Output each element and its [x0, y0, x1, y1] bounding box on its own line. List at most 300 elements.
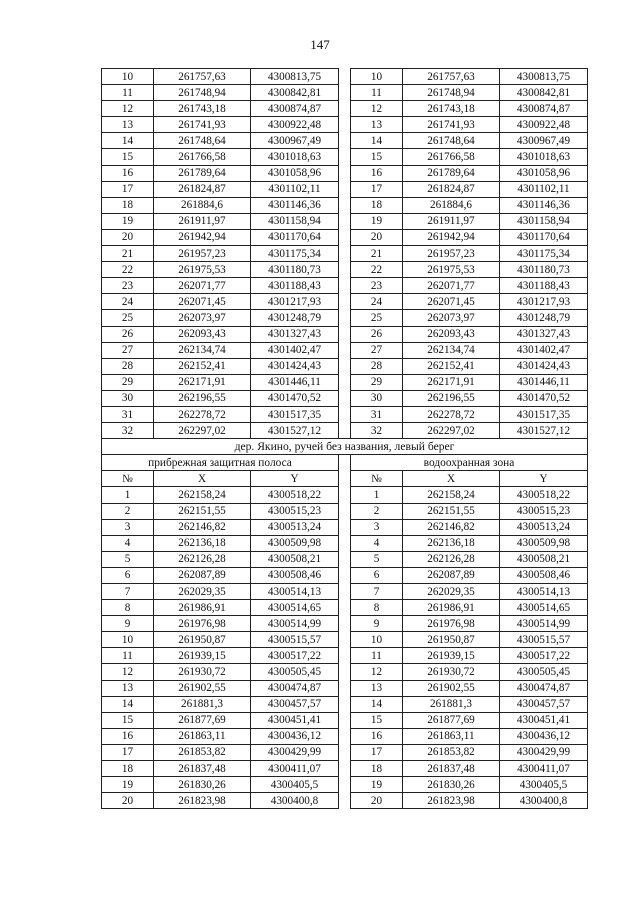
right-cell-number: 21	[351, 246, 403, 262]
right-cell-y: 4301175,34	[500, 246, 588, 262]
table-row	[102, 519, 588, 535]
table-row	[102, 551, 588, 567]
right-cell-number: 16	[351, 165, 403, 181]
right-cell-x: 261902,55	[403, 680, 500, 696]
table-gap	[339, 761, 351, 777]
right-cell-x: 261830,26	[403, 777, 500, 793]
left-cell-number: 11	[102, 85, 154, 101]
left-cell-y: 4300411,07	[251, 761, 339, 777]
left-cell-y: 4301175,34	[251, 246, 339, 262]
right-cell-y: 4301424,43	[500, 358, 588, 374]
table-gap	[339, 567, 351, 583]
right-cell-y: 4301402,47	[500, 342, 588, 358]
table-gap	[339, 358, 351, 374]
left-cell-y: 4300513,24	[251, 519, 339, 535]
right-cell-number: 10	[351, 69, 403, 85]
right-zone-title: водоохранная зона	[351, 455, 588, 471]
left-cell-y: 4301170,64	[251, 229, 339, 245]
table-row	[102, 744, 588, 760]
right-cell-number: 29	[351, 374, 403, 390]
left-cell-x: 261902,55	[154, 680, 251, 696]
table-gap	[339, 342, 351, 358]
right-cell-number: 18	[351, 197, 403, 213]
left-cell-number: 14	[102, 696, 154, 712]
left-cell-y: 4300509,98	[251, 535, 339, 551]
right-cell-x: 261884,6	[403, 197, 500, 213]
left-cell-x: 262146,82	[154, 519, 251, 535]
right-cell-x: 261766,58	[403, 149, 500, 165]
left-cell-number: 14	[102, 133, 154, 149]
table-row	[102, 69, 588, 85]
right-cell-number: 1	[351, 487, 403, 503]
table-gap	[339, 213, 351, 229]
right-cell-y: 4300508,46	[500, 567, 588, 583]
right-cell-x: 262196,55	[403, 390, 500, 406]
right-cell-x: 261911,97	[403, 213, 500, 229]
section-title: дер. Якино, ручей без названия, левый берег	[102, 439, 588, 455]
table-row	[102, 229, 588, 245]
right-cell-y: 4301158,94	[500, 213, 588, 229]
right-cell-number: 24	[351, 294, 403, 310]
left-cell-y: 4300813,75	[251, 69, 339, 85]
left-cell-y: 4301180,73	[251, 262, 339, 278]
right-cell-x: 262093,43	[403, 326, 500, 342]
right-cell-y: 4300515,57	[500, 632, 588, 648]
left-cell-y: 4301327,43	[251, 326, 339, 342]
table-row	[102, 664, 588, 680]
right-cell-x: 262136,18	[403, 535, 500, 551]
right-col-y-header: Y	[500, 471, 588, 487]
left-cell-x: 261830,26	[154, 777, 251, 793]
table-row	[102, 793, 588, 809]
left-cell-number: 6	[102, 567, 154, 583]
right-cell-y: 4300505,45	[500, 664, 588, 680]
left-cell-number: 12	[102, 101, 154, 117]
table-row	[102, 374, 588, 390]
table-gap	[339, 600, 351, 616]
right-cell-y: 4300400,8	[500, 793, 588, 809]
right-cell-x: 261957,23	[403, 246, 500, 262]
right-cell-x: 261950,87	[403, 632, 500, 648]
right-cell-number: 23	[351, 278, 403, 294]
table-row	[102, 696, 588, 712]
right-cell-x: 261853,82	[403, 744, 500, 760]
left-cell-number: 12	[102, 664, 154, 680]
left-cell-number: 25	[102, 310, 154, 326]
right-cell-number: 19	[351, 777, 403, 793]
right-cell-x: 262297,02	[403, 423, 500, 439]
right-cell-x: 262073,97	[403, 310, 500, 326]
right-cell-number: 12	[351, 101, 403, 117]
left-cell-x: 262071,77	[154, 278, 251, 294]
left-cell-number: 16	[102, 165, 154, 181]
right-cell-x: 262171,91	[403, 374, 500, 390]
left-cell-x: 261881,3	[154, 696, 251, 712]
left-cell-y: 4300922,48	[251, 117, 339, 133]
table-gap	[339, 680, 351, 696]
table-gap	[339, 117, 351, 133]
right-cell-x: 261930,72	[403, 664, 500, 680]
right-cell-y: 4301180,73	[500, 262, 588, 278]
right-cell-x: 261757,63	[403, 69, 500, 85]
table-gap	[339, 310, 351, 326]
right-cell-y: 4301248,79	[500, 310, 588, 326]
right-cell-number: 19	[351, 213, 403, 229]
right-cell-number: 20	[351, 229, 403, 245]
table-gap	[339, 278, 351, 294]
right-cell-x: 261748,94	[403, 85, 500, 101]
table-row	[102, 165, 588, 181]
right-cell-number: 20	[351, 793, 403, 809]
left-col-x-header: X	[154, 471, 251, 487]
table-row	[102, 761, 588, 777]
right-cell-number: 22	[351, 262, 403, 278]
left-cell-y: 4301158,94	[251, 213, 339, 229]
right-cell-y: 4300429,99	[500, 744, 588, 760]
left-col-y-header: Y	[251, 471, 339, 487]
table-row	[102, 423, 588, 439]
right-cell-number: 28	[351, 358, 403, 374]
table-gap	[339, 423, 351, 439]
table-row	[102, 117, 588, 133]
right-cell-y: 4300515,23	[500, 503, 588, 519]
table-gap	[339, 149, 351, 165]
right-cell-y: 4301470,52	[500, 390, 588, 406]
table-gap	[339, 696, 351, 712]
table-gap	[339, 455, 351, 471]
left-cell-x: 261741,93	[154, 117, 251, 133]
table-gap	[339, 503, 351, 519]
left-cell-x: 262297,02	[154, 423, 251, 439]
left-cell-number: 17	[102, 181, 154, 197]
right-cell-number: 12	[351, 664, 403, 680]
left-cell-number: 18	[102, 761, 154, 777]
table-row	[102, 326, 588, 342]
left-cell-y: 4300518,22	[251, 487, 339, 503]
right-cell-number: 32	[351, 423, 403, 439]
right-cell-x: 262151,55	[403, 503, 500, 519]
table-row	[102, 616, 588, 632]
left-cell-number: 7	[102, 584, 154, 600]
left-cell-number: 11	[102, 648, 154, 664]
table-row	[102, 632, 588, 648]
right-cell-number: 30	[351, 390, 403, 406]
table-row	[102, 648, 588, 664]
left-cell-number: 4	[102, 535, 154, 551]
right-cell-number: 4	[351, 535, 403, 551]
right-cell-x: 261976,98	[403, 616, 500, 632]
right-cell-x: 262087,89	[403, 567, 500, 583]
right-cell-number: 11	[351, 648, 403, 664]
right-cell-y: 4300405,5	[500, 777, 588, 793]
table-row	[102, 567, 588, 583]
left-cell-y: 4300405,5	[251, 777, 339, 793]
right-cell-y: 4301188,43	[500, 278, 588, 294]
left-cell-y: 4300451,41	[251, 712, 339, 728]
right-cell-number: 14	[351, 696, 403, 712]
left-cell-x: 262029,35	[154, 584, 251, 600]
right-cell-y: 4301018,63	[500, 149, 588, 165]
left-cell-y: 4301424,43	[251, 358, 339, 374]
right-cell-y: 4300967,49	[500, 133, 588, 149]
right-cell-y: 4300474,87	[500, 680, 588, 696]
left-cell-x: 261789,64	[154, 165, 251, 181]
left-cell-number: 27	[102, 342, 154, 358]
table-row	[102, 358, 588, 374]
table-row	[102, 503, 588, 519]
table-row	[102, 777, 588, 793]
left-cell-number: 31	[102, 406, 154, 422]
left-cell-x: 262136,18	[154, 535, 251, 551]
right-cell-y: 4300514,65	[500, 600, 588, 616]
table-gap	[339, 262, 351, 278]
left-cell-x: 261853,82	[154, 744, 251, 760]
left-cell-x: 261911,97	[154, 213, 251, 229]
right-cell-number: 18	[351, 761, 403, 777]
left-cell-y: 4300514,13	[251, 584, 339, 600]
right-cell-number: 16	[351, 728, 403, 744]
table-gap	[339, 181, 351, 197]
left-cell-y: 4300508,21	[251, 551, 339, 567]
table-gap	[339, 246, 351, 262]
left-cell-number: 20	[102, 229, 154, 245]
left-cell-x: 261950,87	[154, 632, 251, 648]
left-cell-x: 261939,15	[154, 648, 251, 664]
right-cell-number: 26	[351, 326, 403, 342]
right-cell-x: 261748,64	[403, 133, 500, 149]
left-cell-x: 261976,98	[154, 616, 251, 632]
left-cell-x: 261877,69	[154, 712, 251, 728]
right-cell-number: 9	[351, 616, 403, 632]
left-cell-y: 4301188,43	[251, 278, 339, 294]
left-cell-y: 4301018,63	[251, 149, 339, 165]
left-cell-y: 4300514,99	[251, 616, 339, 632]
right-cell-number: 13	[351, 117, 403, 133]
right-cell-number: 11	[351, 85, 403, 101]
left-cell-number: 8	[102, 600, 154, 616]
left-cell-number: 5	[102, 551, 154, 567]
left-cell-y: 4301102,11	[251, 181, 339, 197]
right-cell-number: 15	[351, 149, 403, 165]
left-cell-x: 262126,28	[154, 551, 251, 567]
table-gap	[339, 728, 351, 744]
left-cell-number: 1	[102, 487, 154, 503]
left-cell-x: 262158,24	[154, 487, 251, 503]
left-cell-x: 261823,98	[154, 793, 251, 809]
table-gap	[339, 616, 351, 632]
right-cell-x: 261837,48	[403, 761, 500, 777]
right-cell-x: 261863,11	[403, 728, 500, 744]
right-cell-x: 261823,98	[403, 793, 500, 809]
right-cell-x: 262152,41	[403, 358, 500, 374]
page-number: 147	[310, 37, 330, 52]
left-cell-number: 3	[102, 519, 154, 535]
left-cell-y: 4300967,49	[251, 133, 339, 149]
table-gap	[339, 535, 351, 551]
right-cell-number: 7	[351, 584, 403, 600]
table-row	[102, 600, 588, 616]
table-row	[102, 181, 588, 197]
left-cell-x: 262151,55	[154, 503, 251, 519]
right-cell-number: 17	[351, 181, 403, 197]
right-cell-y: 4300451,41	[500, 712, 588, 728]
left-cell-y: 4301058,96	[251, 165, 339, 181]
right-col-number-header: №	[351, 471, 403, 487]
left-cell-x: 262134,74	[154, 342, 251, 358]
left-cell-number: 15	[102, 149, 154, 165]
right-cell-number: 14	[351, 133, 403, 149]
right-cell-x: 262071,77	[403, 278, 500, 294]
coordinates-table	[101, 68, 588, 809]
right-cell-y: 4300509,98	[500, 535, 588, 551]
left-cell-number: 15	[102, 712, 154, 728]
right-cell-x: 261824,87	[403, 181, 500, 197]
table-gap	[339, 551, 351, 567]
left-cell-number: 23	[102, 278, 154, 294]
left-cell-number: 13	[102, 117, 154, 133]
left-cell-y: 4300429,99	[251, 744, 339, 760]
upper-rows	[102, 69, 588, 439]
right-cell-x: 261743,18	[403, 101, 500, 117]
right-cell-x: 261939,15	[403, 648, 500, 664]
left-cell-number: 22	[102, 262, 154, 278]
table-gap	[339, 69, 351, 85]
table-row	[102, 262, 588, 278]
right-col-x-header: X	[403, 471, 500, 487]
left-cell-number: 17	[102, 744, 154, 760]
right-cell-y: 4300514,99	[500, 616, 588, 632]
right-cell-y: 4300874,87	[500, 101, 588, 117]
left-cell-x: 262152,41	[154, 358, 251, 374]
left-cell-x: 262171,91	[154, 374, 251, 390]
right-cell-number: 10	[351, 632, 403, 648]
right-cell-number: 5	[351, 551, 403, 567]
right-cell-y: 4300813,75	[500, 69, 588, 85]
right-cell-x: 262158,24	[403, 487, 500, 503]
left-cell-y: 4300457,57	[251, 696, 339, 712]
left-cell-y: 4301217,93	[251, 294, 339, 310]
left-cell-number: 13	[102, 680, 154, 696]
left-cell-x: 261884,6	[154, 197, 251, 213]
left-cell-y: 4301517,35	[251, 406, 339, 422]
left-zone-title: прибрежная защитная полоса	[102, 455, 339, 471]
table-row	[102, 101, 588, 117]
left-cell-x: 261824,87	[154, 181, 251, 197]
table-gap	[339, 101, 351, 117]
right-cell-x: 261975,53	[403, 262, 500, 278]
table-row	[102, 712, 588, 728]
left-cell-y: 4300515,57	[251, 632, 339, 648]
right-cell-y: 4300517,22	[500, 648, 588, 664]
table-row	[102, 149, 588, 165]
left-cell-x: 262093,43	[154, 326, 251, 342]
table-row	[102, 535, 588, 551]
left-cell-y: 4300505,45	[251, 664, 339, 680]
table-row	[102, 197, 588, 213]
right-cell-number: 31	[351, 406, 403, 422]
right-cell-y: 4300514,13	[500, 584, 588, 600]
table-row	[102, 390, 588, 406]
left-cell-number: 32	[102, 423, 154, 439]
right-cell-y: 4300922,48	[500, 117, 588, 133]
left-cell-number: 29	[102, 374, 154, 390]
left-cell-x: 262196,55	[154, 390, 251, 406]
table-row	[102, 487, 588, 503]
table-gap	[339, 487, 351, 503]
right-cell-x: 261789,64	[403, 165, 500, 181]
right-cell-x: 261986,91	[403, 600, 500, 616]
left-cell-x: 262071,45	[154, 294, 251, 310]
table-row	[102, 680, 588, 696]
table-gap	[339, 648, 351, 664]
right-cell-y: 4300513,24	[500, 519, 588, 535]
right-cell-number: 2	[351, 503, 403, 519]
right-cell-number: 8	[351, 600, 403, 616]
table-gap	[339, 229, 351, 245]
right-cell-y: 4301527,12	[500, 423, 588, 439]
table-gap	[339, 584, 351, 600]
right-cell-x: 261942,94	[403, 229, 500, 245]
table-row	[102, 213, 588, 229]
table-gap	[339, 390, 351, 406]
left-cell-y: 4300436,12	[251, 728, 339, 744]
table-gap	[339, 85, 351, 101]
right-cell-y: 4301517,35	[500, 406, 588, 422]
right-cell-x: 262278,72	[403, 406, 500, 422]
right-cell-number: 6	[351, 567, 403, 583]
left-cell-x: 261748,94	[154, 85, 251, 101]
right-cell-number: 3	[351, 519, 403, 535]
table-gap	[339, 165, 351, 181]
table-gap	[339, 294, 351, 310]
table-row	[102, 406, 588, 422]
left-cell-x: 262278,72	[154, 406, 251, 422]
left-cell-x: 262073,97	[154, 310, 251, 326]
left-cell-number: 10	[102, 632, 154, 648]
left-cell-y: 4300514,65	[251, 600, 339, 616]
left-cell-x: 261942,94	[154, 229, 251, 245]
table-gap	[339, 471, 351, 487]
table-row	[102, 728, 588, 744]
left-cell-number: 2	[102, 503, 154, 519]
right-cell-y: 4301146,36	[500, 197, 588, 213]
left-cell-y: 4301402,47	[251, 342, 339, 358]
table-gap	[339, 374, 351, 390]
left-cell-x: 261748,64	[154, 133, 251, 149]
right-cell-y: 4301102,11	[500, 181, 588, 197]
left-cell-number: 18	[102, 197, 154, 213]
table-row	[102, 246, 588, 262]
left-cell-x: 261986,91	[154, 600, 251, 616]
table-gap	[339, 197, 351, 213]
right-cell-number: 27	[351, 342, 403, 358]
left-cell-y: 4300874,87	[251, 101, 339, 117]
right-cell-number: 15	[351, 712, 403, 728]
left-cell-x: 261757,63	[154, 69, 251, 85]
right-cell-y: 4301446,11	[500, 374, 588, 390]
right-cell-x: 262146,82	[403, 519, 500, 535]
table-gap	[339, 712, 351, 728]
right-cell-number: 13	[351, 680, 403, 696]
left-cell-x: 261766,58	[154, 149, 251, 165]
left-cell-x: 262087,89	[154, 567, 251, 583]
right-cell-y: 4300457,57	[500, 696, 588, 712]
left-cell-number: 20	[102, 793, 154, 809]
left-col-number-header: №	[102, 471, 154, 487]
table-gap	[339, 664, 351, 680]
right-cell-x: 261877,69	[403, 712, 500, 728]
table-row	[102, 133, 588, 149]
